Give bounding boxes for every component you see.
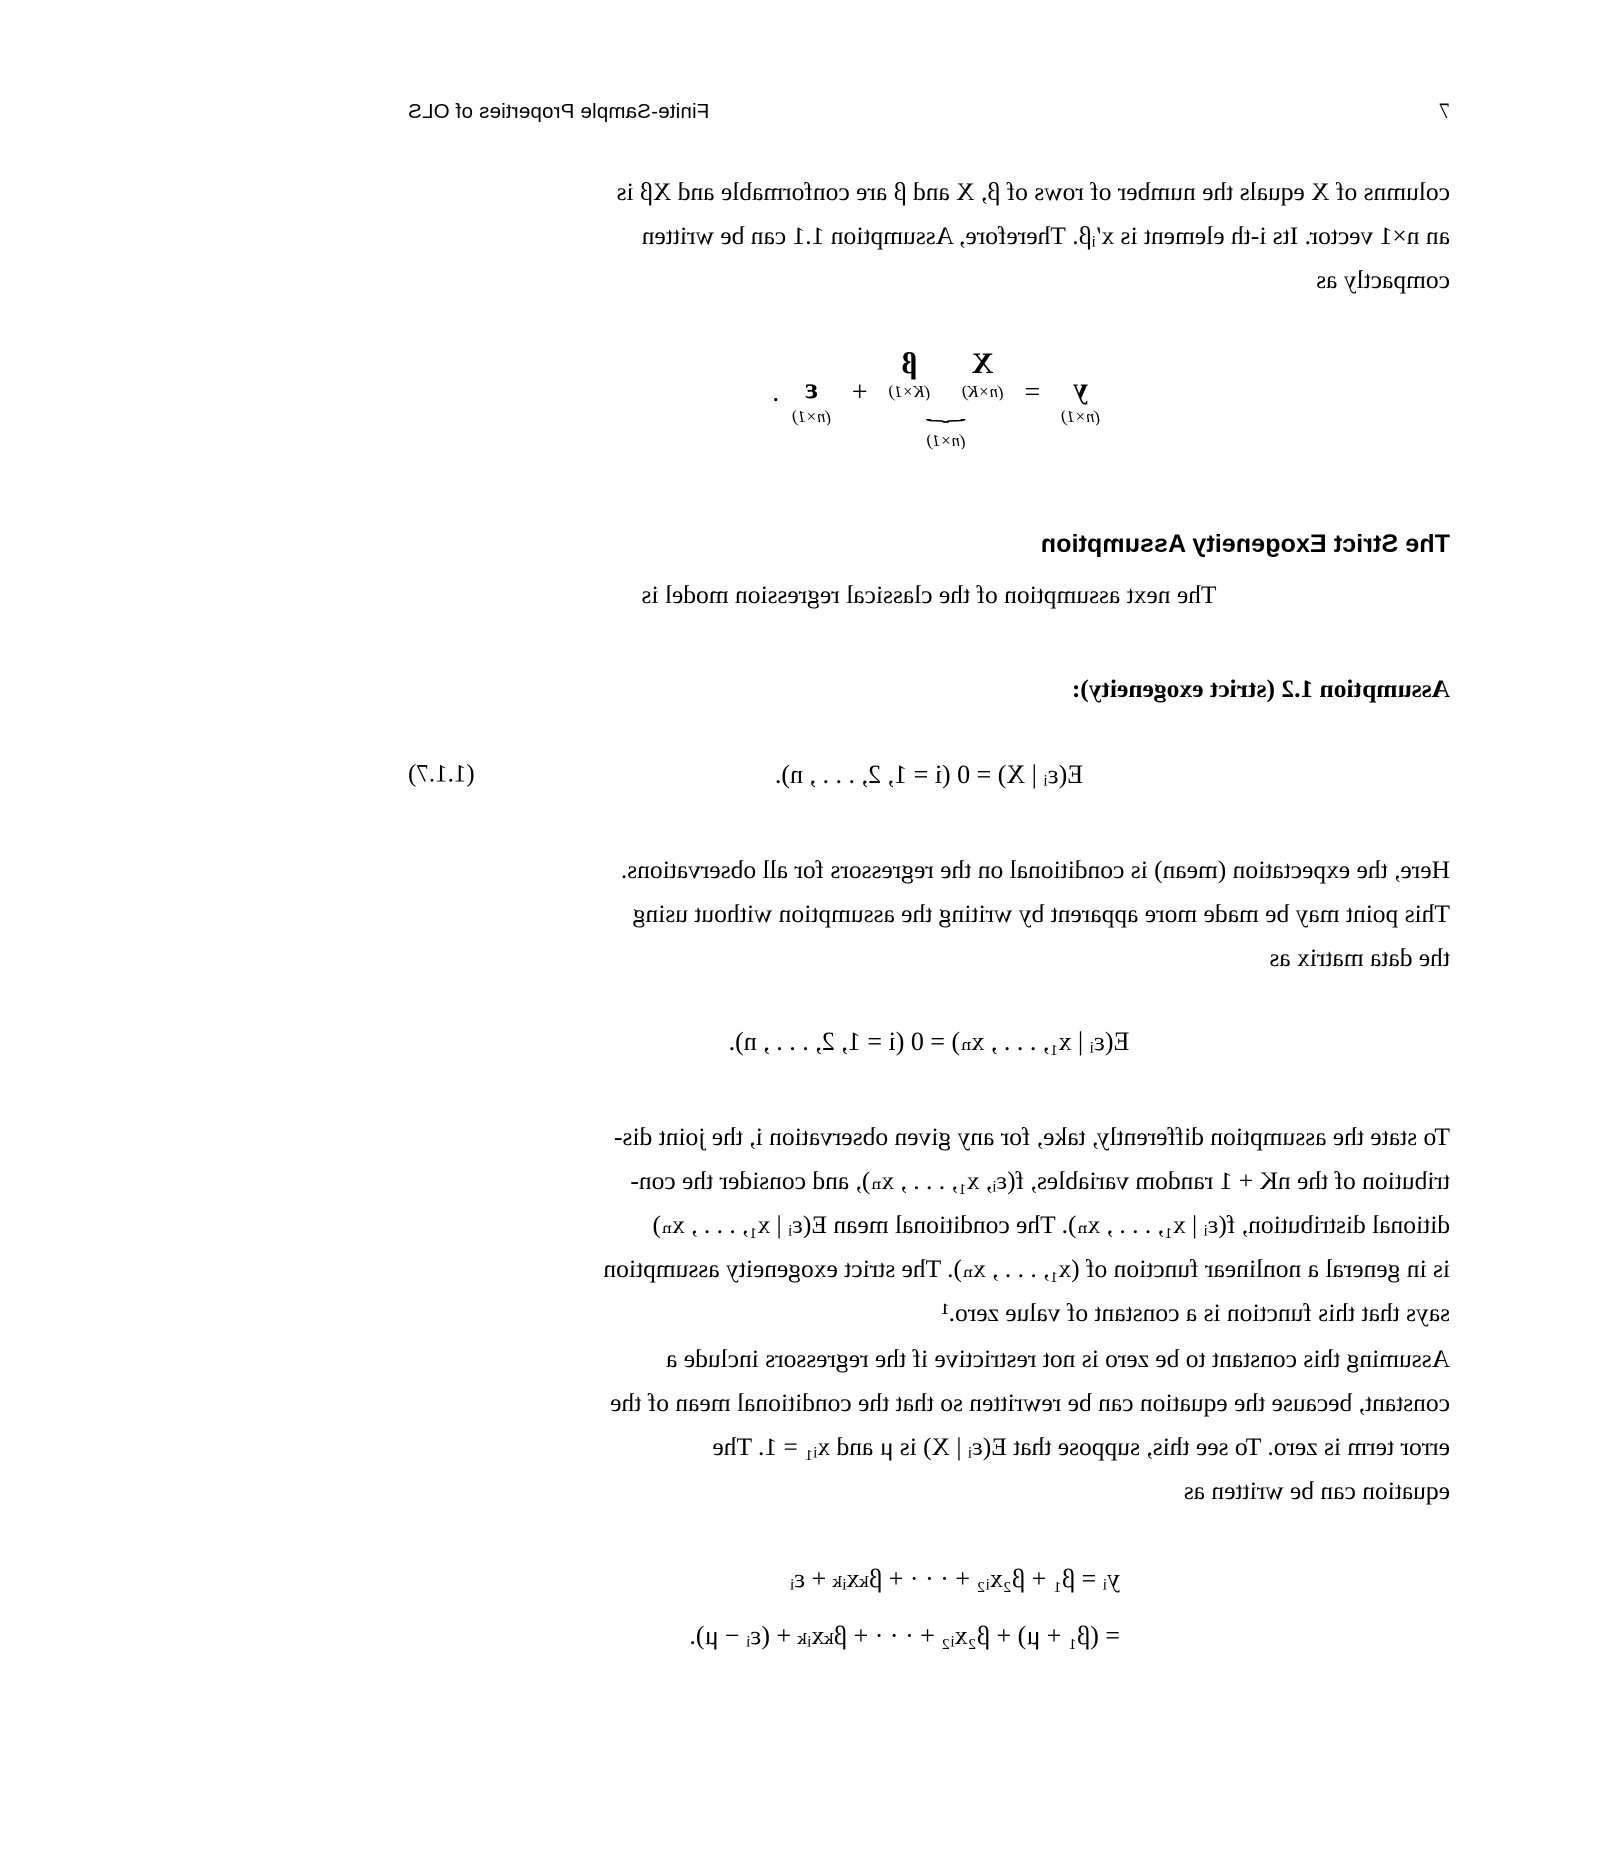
equation-expanded-line-1-body: yᵢ = β₁ + β₂xᵢ₂ + · · · + βₖxᵢₖ + εᵢ bbox=[789, 1563, 1120, 1593]
equation-1-1-7 bbox=[408, 757, 1450, 792]
equation-expanded-line-2-body: = (β₁ + μ) + β₂xᵢ₂ + · · · + βₖxᵢₖ + (εᵢ − μ). bbox=[689, 1620, 1120, 1650]
symbol-epsilon: ε bbox=[805, 372, 818, 406]
symbol-X: X bbox=[971, 347, 994, 380]
dimension-y: (n×1) bbox=[1061, 406, 1100, 426]
equation-1-1-7-body: E(εᵢ | X) = 0 (i = 1, 2, . . . , n). bbox=[774, 759, 1084, 789]
equation-term-X bbox=[962, 348, 1003, 402]
equation-matrix-form bbox=[408, 348, 1450, 452]
paragraph-line: Assuming this constant to be zero is not restrictive if the regressors include a bbox=[666, 1343, 1450, 1373]
symbol-y: y bbox=[1073, 372, 1088, 406]
running-head-title: Finite-Sample Properties of OLS bbox=[408, 100, 710, 123]
equation-expanded-line-1 bbox=[408, 1561, 1450, 1596]
paragraph-line: an n×1 vector. Its i-th element is x′ᵢβ. Therefore, Assumption 1.1 can be written bbox=[641, 221, 1450, 250]
equation-term-epsilon bbox=[792, 373, 831, 427]
equation-number-1-1-7: (1.1.7) bbox=[408, 760, 475, 788]
plus-sign: + bbox=[851, 377, 868, 409]
assumption-1-2-heading: Assumption 1.2 (strict exogeneity): bbox=[1071, 673, 1450, 703]
equation-no-data-matrix bbox=[408, 1024, 1450, 1059]
paragraph-line: columns of X equals the number of rows of β, X and β are conformable and Xβ is bbox=[616, 177, 1450, 206]
dimension-epsilon: (n×1) bbox=[792, 406, 831, 426]
section-heading-strict-exogeneity: The Strict Exogeneity Assumption bbox=[1040, 529, 1450, 558]
running-head bbox=[408, 98, 1450, 124]
paragraph-continued bbox=[408, 170, 1450, 302]
paragraph-line: constant, because the equation can be rewritten so that the conditional mean of the bbox=[610, 1387, 1450, 1417]
page-number: 7 bbox=[1438, 98, 1450, 123]
paragraph-line: To state the assumption differently, take, for any given observation i, the joint dis- bbox=[614, 1121, 1450, 1151]
paragraph-line: the data matrix as bbox=[1269, 942, 1450, 972]
dimension-beta: (K×1) bbox=[888, 381, 930, 401]
equation-term-beta bbox=[889, 348, 930, 402]
page-content-column bbox=[408, 0, 1450, 1653]
equation-braced-product bbox=[889, 348, 1004, 452]
equals-sign: = bbox=[1024, 377, 1041, 409]
paragraph-line: ditional distribution, f(εᵢ | x₁, . . . , xₙ). The conditional mean E(εᵢ | x₁, . . . , xₙ) bbox=[652, 1209, 1450, 1239]
symbol-beta: β bbox=[901, 347, 918, 380]
equation-period: . bbox=[772, 377, 780, 409]
paragraph-here-expectation bbox=[408, 848, 1450, 980]
equation-no-data-matrix-body: E(εᵢ | x₁, . . . , xₙ) = 0 (i = 1, 2, . . . , n). bbox=[728, 1026, 1130, 1056]
paragraph-line: equation can be written as bbox=[1183, 1475, 1450, 1505]
paragraph-line: error term is zero. To see this, suppose that E(εᵢ | X) is μ and xᵢ₁ = 1. The bbox=[712, 1431, 1450, 1461]
paragraph-line: Here, the expectation (mean) is conditional on the regressors for all observations. bbox=[620, 854, 1450, 884]
paragraph-line: is in general a nonlinear function of (x₁, . . . , xₙ). The strict exogeneity assumption bbox=[603, 1253, 1450, 1283]
underbrace: ⏟ bbox=[925, 401, 967, 422]
dimension-X: (n×K) bbox=[962, 381, 1004, 401]
paragraph-line: tribution of the nK + 1 random variables, f(εᵢ, x₁, . . . , xₙ), and consider the con- bbox=[630, 1165, 1450, 1195]
underbrace-label: (n×1) bbox=[926, 431, 966, 451]
paragraph-state-differently bbox=[408, 1115, 1450, 1335]
equation-expanded-line-2 bbox=[408, 1618, 1450, 1653]
paragraph-line: compactly as bbox=[1316, 265, 1450, 294]
paragraph-intro-strict-exogeneity: The next assumption of the classical regression model is bbox=[641, 579, 1217, 609]
paragraph-line: This point may be made more apparent by writing the assumption without using bbox=[632, 898, 1450, 928]
equation-term-y bbox=[1061, 373, 1100, 427]
paragraph-assuming-constant bbox=[408, 1337, 1450, 1513]
paragraph-line: says that this function is a constant of value zero.¹ bbox=[940, 1297, 1450, 1327]
